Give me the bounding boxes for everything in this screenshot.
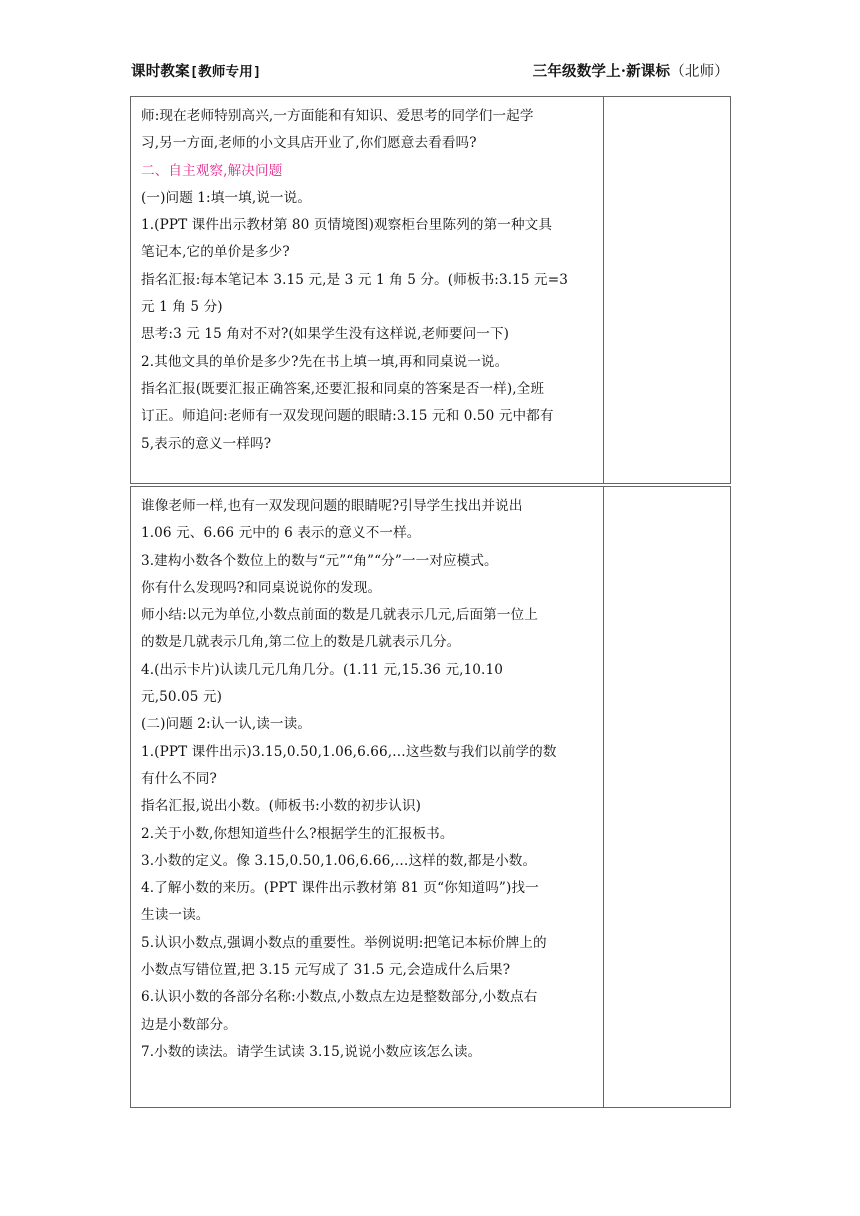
text-line: 4.了解小数的来历。(PPT 课件出示教材第 81 页“你知道吗”)找一 — [141, 880, 539, 897]
text-line: 元 1 角 5 分) — [141, 299, 223, 316]
text-line: 谁像老师一样,也有一双发现问题的眼睛呢?引导学生找出并说出 — [141, 498, 523, 514]
text-line: 思考:3 元 15 角对不对?(如果学生没有这样说,老师要问一下) — [141, 326, 510, 343]
text-line: 1.(PPT 课件出示教材第 80 页情境图)观察柜台里陈列的第一种文具 — [141, 217, 553, 234]
text-line: 1.06 元、6.66 元中的 6 表示的意义不一样。 — [141, 525, 421, 542]
text-line: (一)问题 1:填一填,说一说。 — [141, 189, 312, 206]
text-line: 笔记本,它的单价是多少? — [141, 244, 290, 261]
text-line: 指名汇报,说出小数。(师板书:小数的初步认识) — [141, 798, 422, 815]
text-line: 6.认识小数的各部分名称:小数点,小数点左边是整数部分,小数点右 — [141, 989, 538, 1006]
text-line: 订正。师追问:老师有一双发现问题的眼睛:3.15 元和 0.50 元中都有 — [141, 408, 554, 425]
text-line: 边是小数部分。 — [141, 1016, 237, 1033]
column-divider — [603, 487, 604, 1107]
text-line: 的数是几就表示几角,第二位上的数是几就表示几分。 — [141, 634, 461, 651]
text-line: 小数点写错位置,把 3.15 元写成了 31.5 元,会造成什么后果? — [141, 962, 511, 979]
text-line: 生读一读。 — [141, 907, 210, 924]
text-line: 5.认识小数点,强调小数点的重要性。举例说明:把笔记本标价牌上的 — [141, 934, 547, 951]
text-line: 3.小数的定义。像 3.15,0.50,1.06,6.66,…这样的数,都是小数。 — [141, 852, 537, 869]
text-line: 1.(PPT 课件出示)3.15,0.50,1.06,6.66,…这些数与我们以前学的数 — [141, 743, 557, 760]
text-line: 师:现在老师特别高兴,一方面能和有知识、爱思考的同学们一起学 — [141, 108, 534, 124]
text-line: 2.关于小数,你想知道些什么?根据学生的汇报板书。 — [141, 825, 454, 842]
text-line: 习,另一方面,老师的小文具店开业了,你们愿意去看看吗? — [141, 135, 477, 152]
text-line: 指名汇报(既要汇报正确答案,还要汇报和同桌的答案是否一样),全班 — [141, 380, 545, 397]
text-line: 4.(出示卡片)认读几元几角几分。(1.11 元,15.36 元,10.10 — [141, 661, 503, 678]
text-line: 师小结:以元为单位,小数点前面的数是几就表示几元,后面第一位上 — [141, 607, 538, 624]
section-heading: 二、自主观察,解决问题 — [141, 162, 283, 179]
column-divider — [603, 97, 604, 483]
text-line: 元,50.05 元) — [141, 689, 223, 706]
text-line: (二)问题 2:认一认,读一读。 — [141, 716, 312, 733]
text-line: 指名汇报:每本笔记本 3.15 元,是 3 元 1 角 5 分。(师板书:3.15 元=3 — [141, 271, 568, 288]
page-header-right — [533, 60, 729, 81]
lesson-content-cell — [141, 103, 599, 458]
text-line: 5,表示的意义一样吗? — [141, 435, 272, 452]
lesson-table-part-2 — [130, 486, 731, 1108]
lesson-table-part-1 — [130, 96, 731, 484]
header-edition: （北师） — [670, 64, 729, 80]
text-line: 2.其他文具的单价是多少?先在书上填一填,再和同桌说一说。 — [141, 353, 509, 370]
header-title: 课时教案 — [131, 63, 190, 80]
text-line: 有什么不同? — [141, 770, 217, 787]
page-header-left — [131, 60, 261, 81]
text-line: 7.小数的读法。请学生试读 3.15,说说小数应该怎么读。 — [141, 1043, 482, 1060]
header-grade-title: 三年级数学上·新课标 — [532, 63, 671, 80]
header-subtitle: [教师专用] — [189, 64, 262, 80]
text-line: 3.建构小数各个数位上的数与“元”“角”“分”一一对应模式。 — [141, 552, 498, 569]
text-line: 你有什么发现吗?和同桌说说你的发现。 — [141, 579, 382, 596]
lesson-content-cell — [141, 493, 599, 1066]
